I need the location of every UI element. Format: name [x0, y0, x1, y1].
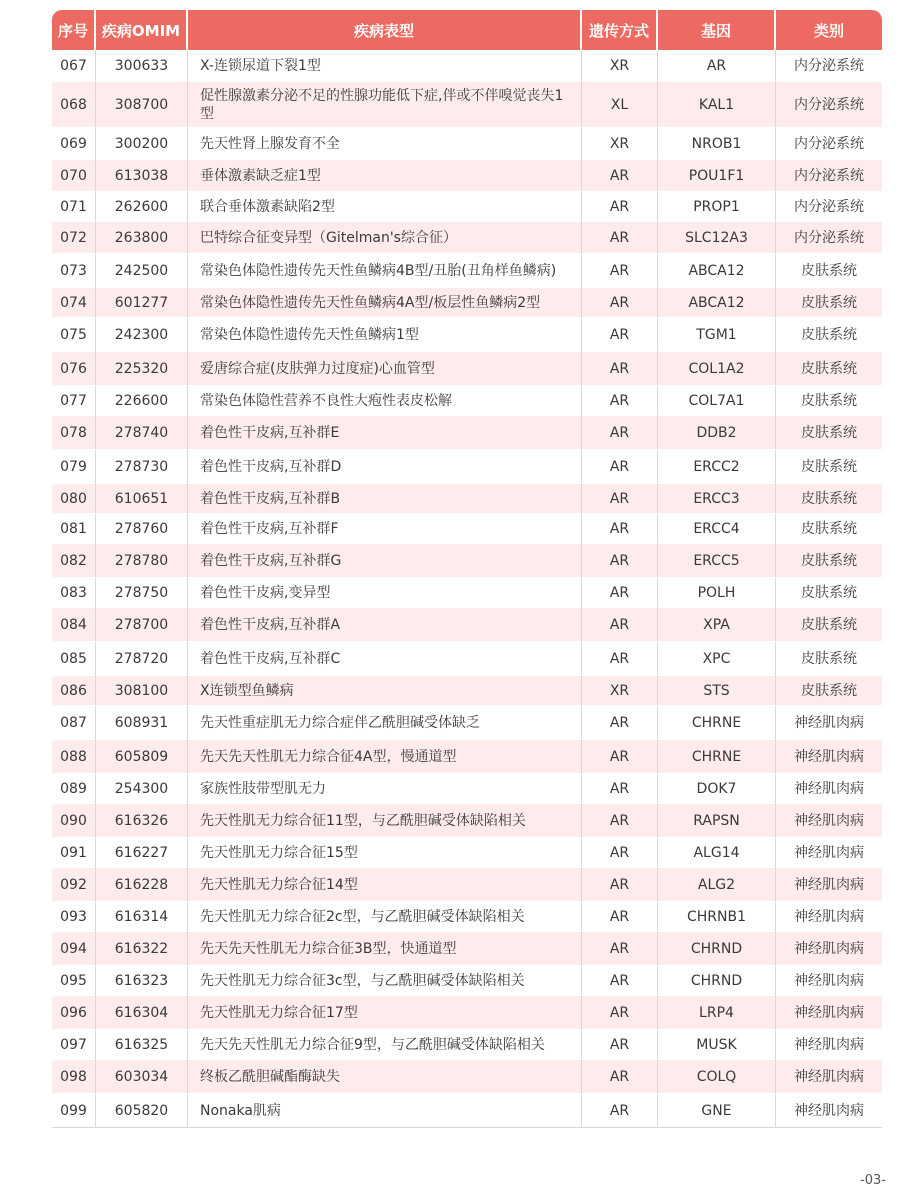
- cell-inheritance: AR: [582, 1060, 658, 1094]
- cell-gene: RAPSN: [658, 804, 776, 838]
- cell-category: 神经肌肉病: [776, 1094, 882, 1128]
- cell-omim: 300633: [96, 50, 188, 82]
- cell-serial: 087: [52, 706, 96, 740]
- table-row: [52, 514, 882, 544]
- cell-gene: COLQ: [658, 1060, 776, 1094]
- cell-inheritance: AR: [582, 192, 658, 222]
- table-row: [52, 128, 882, 160]
- cell-phenotype: 垂体激素缺乏症1型: [188, 160, 582, 192]
- table-row: [52, 1094, 882, 1128]
- cell-inheritance: AR: [582, 288, 658, 318]
- cell-serial: 092: [52, 868, 96, 902]
- cell-gene: ABCA12: [658, 254, 776, 288]
- table-row: [52, 966, 882, 996]
- cell-omim: 616304: [96, 996, 188, 1030]
- cell-phenotype: 先天性肌无力综合征2c型，与乙酰胆碱受体缺陷相关: [188, 902, 582, 932]
- cell-gene: PROP1: [658, 192, 776, 222]
- cell-phenotype: 先天性肌无力综合征3c型，与乙酰胆碱受体缺陷相关: [188, 966, 582, 996]
- cell-gene: CHRNB1: [658, 902, 776, 932]
- table-row: [52, 608, 882, 642]
- table-body: [52, 50, 882, 1128]
- cell-serial: 089: [52, 774, 96, 804]
- table-row: [52, 804, 882, 838]
- cell-serial: 071: [52, 192, 96, 222]
- cell-serial: 067: [52, 50, 96, 82]
- cell-category: 皮肤系统: [776, 642, 882, 676]
- cell-inheritance: AR: [582, 578, 658, 608]
- cell-inheritance: AR: [582, 608, 658, 642]
- cell-omim: 610651: [96, 484, 188, 514]
- cell-serial: 095: [52, 966, 96, 996]
- cell-omim: 278740: [96, 416, 188, 450]
- cell-category: 神经肌肉病: [776, 868, 882, 902]
- cell-serial: 094: [52, 932, 96, 966]
- cell-omim: 616314: [96, 902, 188, 932]
- header-serial: 序号: [52, 10, 96, 50]
- cell-phenotype: 家族性肢带型肌无力: [188, 774, 582, 804]
- cell-gene: CHRNE: [658, 706, 776, 740]
- cell-gene: POU1F1: [658, 160, 776, 192]
- cell-phenotype: X-连锁尿道下裂1型: [188, 50, 582, 82]
- cell-omim: 308100: [96, 676, 188, 706]
- cell-category: 内分泌系统: [776, 50, 882, 82]
- cell-serial: 074: [52, 288, 96, 318]
- cell-omim: 616227: [96, 838, 188, 868]
- cell-inheritance: AR: [582, 484, 658, 514]
- cell-phenotype: 巴特综合征变异型（Gitelman's综合征）: [188, 222, 582, 254]
- cell-omim: 605820: [96, 1094, 188, 1128]
- cell-phenotype: 终板乙酰胆碱酯酶缺失: [188, 1060, 582, 1094]
- cell-category: 内分泌系统: [776, 82, 882, 128]
- cell-gene: TGM1: [658, 318, 776, 352]
- cell-phenotype: 爱唐综合症(皮肤弹力过度症)心血管型: [188, 352, 582, 386]
- cell-inheritance: AR: [582, 318, 658, 352]
- cell-category: 神经肌肉病: [776, 966, 882, 996]
- table-row: [52, 352, 882, 386]
- table-row: [52, 932, 882, 966]
- cell-category: 皮肤系统: [776, 288, 882, 318]
- disease-table: [52, 10, 882, 1128]
- cell-serial: 072: [52, 222, 96, 254]
- cell-serial: 086: [52, 676, 96, 706]
- table-row: [52, 160, 882, 192]
- table-row: [52, 484, 882, 514]
- cell-inheritance: AR: [582, 160, 658, 192]
- table-row: [52, 642, 882, 676]
- table-row: [52, 868, 882, 902]
- cell-gene: ERCC5: [658, 544, 776, 578]
- cell-omim: 278760: [96, 514, 188, 544]
- cell-gene: ERCC4: [658, 514, 776, 544]
- cell-phenotype: 常染色体隐性遗传先天性鱼鳞病4A型/板层性鱼鳞病2型: [188, 288, 582, 318]
- table-row: [52, 450, 882, 484]
- cell-serial: 078: [52, 416, 96, 450]
- table-row: [52, 1060, 882, 1094]
- cell-category: 皮肤系统: [776, 254, 882, 288]
- cell-category: 神经肌肉病: [776, 804, 882, 838]
- cell-category: 内分泌系统: [776, 222, 882, 254]
- cell-serial: 096: [52, 996, 96, 1030]
- cell-omim: 225320: [96, 352, 188, 386]
- table-row: [52, 50, 882, 82]
- cell-omim: 278780: [96, 544, 188, 578]
- cell-serial: 093: [52, 902, 96, 932]
- cell-serial: 083: [52, 578, 96, 608]
- cell-inheritance: AR: [582, 450, 658, 484]
- table-row: [52, 254, 882, 288]
- cell-category: 内分泌系统: [776, 128, 882, 160]
- cell-serial: 091: [52, 838, 96, 868]
- table-header-row: [52, 10, 882, 50]
- header-phenotype: 疾病表型: [188, 10, 582, 50]
- cell-serial: 098: [52, 1060, 96, 1094]
- header-inheritance: 遗传方式: [582, 10, 658, 50]
- header-omim: 疾病OMIM: [96, 10, 188, 50]
- cell-phenotype: 着色性干皮病,互补群A: [188, 608, 582, 642]
- cell-phenotype: 先天性肌无力综合征15型: [188, 838, 582, 868]
- cell-serial: 080: [52, 484, 96, 514]
- table-row: [52, 288, 882, 318]
- cell-category: 神经肌肉病: [776, 1060, 882, 1094]
- cell-gene: LRP4: [658, 996, 776, 1030]
- cell-inheritance: AR: [582, 352, 658, 386]
- cell-serial: 099: [52, 1094, 96, 1128]
- cell-category: 皮肤系统: [776, 484, 882, 514]
- cell-inheritance: AR: [582, 642, 658, 676]
- cell-omim: 616322: [96, 932, 188, 966]
- cell-phenotype: X连锁型鱼鳞病: [188, 676, 582, 706]
- cell-inheritance: AR: [582, 740, 658, 774]
- cell-inheritance: AR: [582, 932, 658, 966]
- cell-serial: 075: [52, 318, 96, 352]
- cell-category: 皮肤系统: [776, 450, 882, 484]
- cell-category: 神经肌肉病: [776, 932, 882, 966]
- cell-gene: STS: [658, 676, 776, 706]
- cell-phenotype: 先天先天性肌无力综合征9型，与乙酰胆碱受体缺陷相关: [188, 1030, 582, 1060]
- cell-phenotype: 联合垂体激素缺陷2型: [188, 192, 582, 222]
- cell-inheritance: AR: [582, 544, 658, 578]
- cell-phenotype: 先天性肌无力综合征17型: [188, 996, 582, 1030]
- cell-inheritance: AR: [582, 804, 658, 838]
- cell-phenotype: 先天先天性肌无力综合征4A型，慢通道型: [188, 740, 582, 774]
- cell-inheritance: AR: [582, 386, 658, 416]
- cell-phenotype: 先天性肌无力综合征14型: [188, 868, 582, 902]
- cell-category: 皮肤系统: [776, 544, 882, 578]
- table-row: [52, 774, 882, 804]
- cell-phenotype: 先天性肌无力综合征11型，与乙酰胆碱受体缺陷相关: [188, 804, 582, 838]
- cell-omim: 603034: [96, 1060, 188, 1094]
- cell-category: 皮肤系统: [776, 386, 882, 416]
- cell-category: 皮肤系统: [776, 676, 882, 706]
- cell-phenotype: 先天性肾上腺发育不全: [188, 128, 582, 160]
- cell-omim: 308700: [96, 82, 188, 128]
- cell-inheritance: AR: [582, 996, 658, 1030]
- cell-gene: MUSK: [658, 1030, 776, 1060]
- cell-gene: ERCC2: [658, 450, 776, 484]
- cell-category: 神经肌肉病: [776, 838, 882, 868]
- table-row: [52, 82, 882, 128]
- cell-serial: 070: [52, 160, 96, 192]
- cell-serial: 081: [52, 514, 96, 544]
- cell-omim: 262600: [96, 192, 188, 222]
- cell-inheritance: XR: [582, 128, 658, 160]
- cell-inheritance: AR: [582, 514, 658, 544]
- cell-phenotype: 着色性干皮病,互补群D: [188, 450, 582, 484]
- cell-omim: 278720: [96, 642, 188, 676]
- cell-category: 神经肌肉病: [776, 1030, 882, 1060]
- table-row: [52, 318, 882, 352]
- cell-category: 皮肤系统: [776, 514, 882, 544]
- cell-serial: 073: [52, 254, 96, 288]
- cell-phenotype: 常染色体隐性遗传先天性鱼鳞病4B型/丑胎(丑角样鱼鳞病): [188, 254, 582, 288]
- table-row: [52, 1030, 882, 1060]
- cell-serial: 068: [52, 82, 96, 128]
- cell-gene: GNE: [658, 1094, 776, 1128]
- table-row: [52, 416, 882, 450]
- cell-omim: 278700: [96, 608, 188, 642]
- cell-omim: 605809: [96, 740, 188, 774]
- cell-category: 神经肌肉病: [776, 774, 882, 804]
- cell-category: 神经肌肉病: [776, 706, 882, 740]
- cell-category: 内分泌系统: [776, 192, 882, 222]
- cell-gene: ABCA12: [658, 288, 776, 318]
- cell-serial: 069: [52, 128, 96, 160]
- cell-omim: 616325: [96, 1030, 188, 1060]
- cell-omim: 616228: [96, 868, 188, 902]
- cell-phenotype: 着色性干皮病,互补群C: [188, 642, 582, 676]
- cell-gene: COL1A2: [658, 352, 776, 386]
- cell-omim: 613038: [96, 160, 188, 192]
- cell-omim: 263800: [96, 222, 188, 254]
- cell-serial: 097: [52, 1030, 96, 1060]
- cell-gene: CHRND: [658, 932, 776, 966]
- table-row: [52, 706, 882, 740]
- cell-inheritance: XR: [582, 50, 658, 82]
- cell-omim: 278750: [96, 578, 188, 608]
- cell-inheritance: AR: [582, 868, 658, 902]
- cell-gene: XPA: [658, 608, 776, 642]
- disease-table-container: [52, 10, 882, 1128]
- cell-phenotype: 常染色体隐性遗传先天性鱼鳞病1型: [188, 318, 582, 352]
- cell-phenotype: 常染色体隐性营养不良性大疱性表皮松解: [188, 386, 582, 416]
- cell-phenotype: 着色性干皮病,互补群G: [188, 544, 582, 578]
- cell-omim: 242300: [96, 318, 188, 352]
- table-row: [52, 222, 882, 254]
- cell-gene: COL7A1: [658, 386, 776, 416]
- cell-category: 内分泌系统: [776, 160, 882, 192]
- cell-gene: POLH: [658, 578, 776, 608]
- cell-omim: 601277: [96, 288, 188, 318]
- cell-gene: CHRND: [658, 966, 776, 996]
- cell-inheritance: XL: [582, 82, 658, 128]
- table-row: [52, 902, 882, 932]
- cell-serial: 090: [52, 804, 96, 838]
- cell-serial: 082: [52, 544, 96, 578]
- table-row: [52, 676, 882, 706]
- cell-gene: AR: [658, 50, 776, 82]
- cell-serial: 084: [52, 608, 96, 642]
- cell-omim: 278730: [96, 450, 188, 484]
- table-row: [52, 838, 882, 868]
- cell-omim: 242500: [96, 254, 188, 288]
- header-category: 类别: [776, 10, 882, 50]
- table-row: [52, 578, 882, 608]
- cell-omim: 300200: [96, 128, 188, 160]
- cell-omim: 608931: [96, 706, 188, 740]
- cell-category: 皮肤系统: [776, 608, 882, 642]
- cell-gene: DOK7: [658, 774, 776, 804]
- cell-omim: 616326: [96, 804, 188, 838]
- cell-inheritance: AR: [582, 838, 658, 868]
- cell-phenotype: 着色性干皮病,变异型: [188, 578, 582, 608]
- cell-inheritance: XR: [582, 676, 658, 706]
- cell-serial: 077: [52, 386, 96, 416]
- cell-inheritance: AR: [582, 902, 658, 932]
- table-row: [52, 386, 882, 416]
- cell-gene: ALG14: [658, 838, 776, 868]
- cell-phenotype: 先天先天性肌无力综合征3B型，快通道型: [188, 932, 582, 966]
- cell-category: 神经肌肉病: [776, 996, 882, 1030]
- cell-omim: 226600: [96, 386, 188, 416]
- cell-gene: CHRNE: [658, 740, 776, 774]
- cell-gene: ERCC3: [658, 484, 776, 514]
- cell-gene: NROB1: [658, 128, 776, 160]
- cell-gene: KAL1: [658, 82, 776, 128]
- cell-gene: DDB2: [658, 416, 776, 450]
- cell-gene: SLC12A3: [658, 222, 776, 254]
- cell-inheritance: AR: [582, 774, 658, 804]
- cell-gene: ALG2: [658, 868, 776, 902]
- cell-phenotype: 着色性干皮病,互补群F: [188, 514, 582, 544]
- cell-serial: 085: [52, 642, 96, 676]
- table-row: [52, 996, 882, 1030]
- cell-omim: 616323: [96, 966, 188, 996]
- cell-phenotype: 着色性干皮病,互补群B: [188, 484, 582, 514]
- cell-category: 皮肤系统: [776, 416, 882, 450]
- cell-phenotype: 着色性干皮病,互补群E: [188, 416, 582, 450]
- table-row: [52, 740, 882, 774]
- cell-category: 皮肤系统: [776, 318, 882, 352]
- cell-omim: 254300: [96, 774, 188, 804]
- cell-phenotype: 先天性重症肌无力综合症伴乙酰胆碱受体缺乏: [188, 706, 582, 740]
- cell-serial: 076: [52, 352, 96, 386]
- cell-gene: XPC: [658, 642, 776, 676]
- cell-inheritance: AR: [582, 222, 658, 254]
- cell-inheritance: AR: [582, 416, 658, 450]
- cell-inheritance: AR: [582, 1094, 658, 1128]
- cell-category: 神经肌肉病: [776, 740, 882, 774]
- cell-phenotype: 促性腺激素分泌不足的性腺功能低下症,伴或不伴嗅觉丧失1型: [188, 82, 582, 128]
- cell-serial: 079: [52, 450, 96, 484]
- cell-inheritance: AR: [582, 1030, 658, 1060]
- table-row: [52, 544, 882, 578]
- page-number: -03-: [860, 1173, 886, 1188]
- cell-category: 神经肌肉病: [776, 902, 882, 932]
- cell-inheritance: AR: [582, 706, 658, 740]
- cell-serial: 088: [52, 740, 96, 774]
- cell-phenotype: Nonaka肌病: [188, 1094, 582, 1128]
- table-row: [52, 192, 882, 222]
- cell-category: 皮肤系统: [776, 352, 882, 386]
- header-gene: 基因: [658, 10, 776, 50]
- cell-inheritance: AR: [582, 966, 658, 996]
- cell-category: 皮肤系统: [776, 578, 882, 608]
- cell-inheritance: AR: [582, 254, 658, 288]
